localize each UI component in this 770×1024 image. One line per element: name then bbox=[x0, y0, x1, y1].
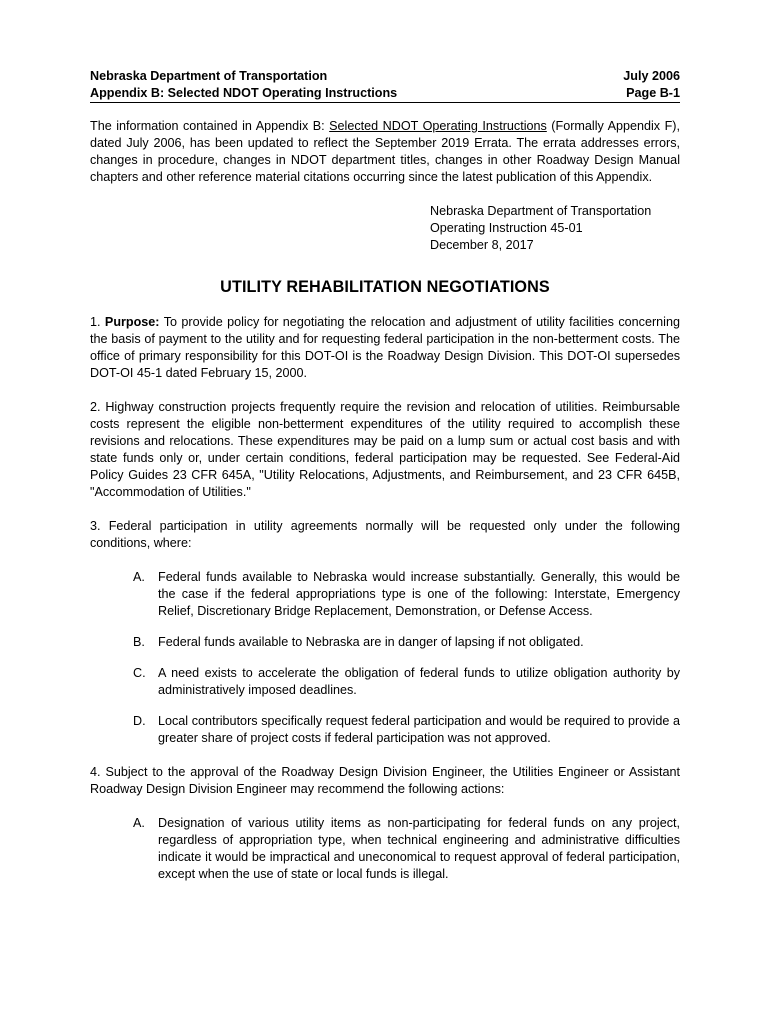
section-1-paragraph bbox=[90, 314, 680, 382]
signature-line-1: Nebraska Department of Transportation bbox=[430, 204, 652, 218]
section-1-label: Purpose: bbox=[104, 315, 160, 329]
signature-line-2: Operating Instruction 45-01 bbox=[430, 221, 583, 235]
section-4-list bbox=[90, 815, 680, 883]
intro-paragraph bbox=[90, 118, 680, 186]
section-2-paragraph: 2. Highway construction projects frequently require the revision and relocation of utilities. Reimbursable costs represent the eligible non-betterment expenditures of the utility required to accomplish these revisions and relocations. These expenditures may be paid on a lump sum or actual cost basis and with state funds only or, under certain conditions, federal participation may be requested. See Federal-Aid Policy Guides 23 CFR 645A, "Utility Relocations, Adjustments, and Reimbursement, and 23 CFR 645B, "Accommodation of Utilities." bbox=[90, 400, 680, 499]
list-item-letter: D. bbox=[133, 714, 146, 728]
list-item-text: Federal funds available to Nebraska are in danger of lapsing if not obligated. bbox=[158, 635, 584, 649]
section-4-paragraph: 4. Subject to the approval of the Roadway Design Division Engineer, the Utilities Engineer or Assistant Roadway Design Division Engineer may recommend the following actions: bbox=[90, 765, 680, 796]
list-item bbox=[133, 634, 680, 651]
header-appendix: Appendix B: Selected NDOT Operating Instructions bbox=[90, 86, 398, 100]
header-row-2 bbox=[90, 85, 680, 102]
list-item-text: Federal funds available to Nebraska would increase substantially. Generally, this would be the case if the federal appropriations type is one of the following: Interstate, Emergency Relief, Discretionary Bridge Replacement, Demonstration, or Defense Access. bbox=[158, 570, 680, 618]
list-item-text: A need exists to accelerate the obligation of federal funds to utilize obligation authority by administratively imposed deadlines. bbox=[158, 666, 680, 697]
list-item-letter: A. bbox=[133, 570, 145, 584]
list-item-text: Designation of various utility items as non-participating for federal funds on any project, regardless of appropriation type, when technical engineering and administrative difficulties indicate it would be impractical and uneconomical to request approval of federal participation, except when the use of state or local funds is illegal. bbox=[158, 816, 680, 881]
list-item bbox=[133, 713, 680, 747]
header-page-number: Page B-1 bbox=[626, 86, 680, 100]
list-item-letter: B. bbox=[133, 635, 145, 649]
section-1-number: 1. bbox=[90, 315, 105, 329]
header-date: July 2006 bbox=[623, 69, 680, 83]
list-item-letter: A. bbox=[133, 816, 145, 830]
list-item-text: Local contributors specifically request federal participation and would be required to provide a greater share of project costs if federal participation was not approved. bbox=[158, 714, 680, 745]
intro-underlined-title: Selected NDOT Operating Instructions bbox=[329, 119, 547, 133]
header-row-1 bbox=[90, 68, 680, 85]
operating-instruction-block bbox=[430, 203, 680, 254]
list-item-letter: C. bbox=[133, 666, 146, 680]
section-3-list bbox=[90, 569, 680, 747]
document-page bbox=[90, 68, 680, 883]
section-1-text: To provide policy for negotiating the relocation and adjustment of utility facilities concerning the basis of payment to the utility and for requesting federal participation in the non-betterment costs. The office of primary responsibility for this DOT-OI is the Roadway Design Division. This DOT-OI supersedes DOT-OI 45-1 dated February 15, 2000. bbox=[90, 315, 680, 380]
list-item bbox=[133, 665, 680, 699]
section-3-paragraph: 3. Federal participation in utility agreements normally will be requested only under the following conditions, where: bbox=[90, 519, 680, 550]
intro-text-after: (Formally Appendix F), dated July 2006, has been updated to reflect the September 2019 Errata. The errata addresses errors, changes in procedure, changes in NDOT department titles, changes in other Roadway Design Manual chapters and other reference material citations occurring since the latest publication of this Appendix. bbox=[90, 119, 680, 184]
header-org: Nebraska Department of Transportation bbox=[90, 69, 328, 83]
page-header bbox=[90, 68, 680, 103]
list-item bbox=[133, 815, 680, 883]
intro-text-before: The information contained in Appendix B: bbox=[90, 119, 330, 133]
signature-line-3: December 8, 2017 bbox=[430, 238, 534, 252]
list-item bbox=[133, 569, 680, 620]
document-title: UTILITY REHABILITATION NEGOTIATIONS bbox=[220, 278, 550, 296]
